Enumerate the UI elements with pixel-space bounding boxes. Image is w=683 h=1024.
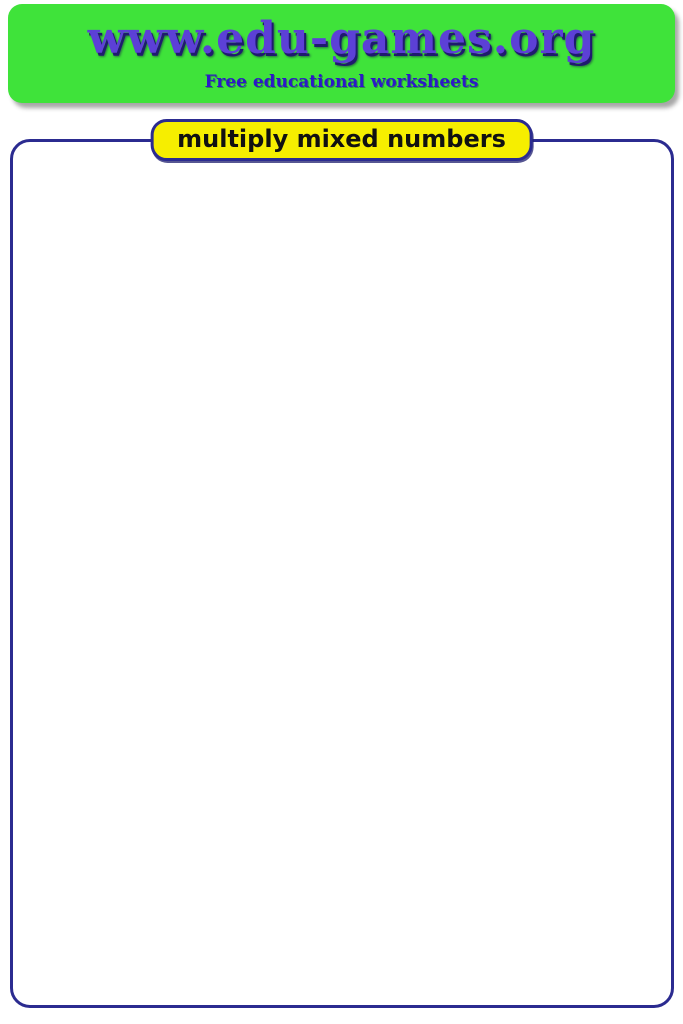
site-title: www.edu-games.org <box>87 12 596 64</box>
worksheet-frame <box>10 139 674 1008</box>
site-banner <box>8 4 675 103</box>
worksheet-title: multiply mixed numbers <box>150 119 533 161</box>
site-subtitle: Free educational worksheets <box>204 71 479 92</box>
